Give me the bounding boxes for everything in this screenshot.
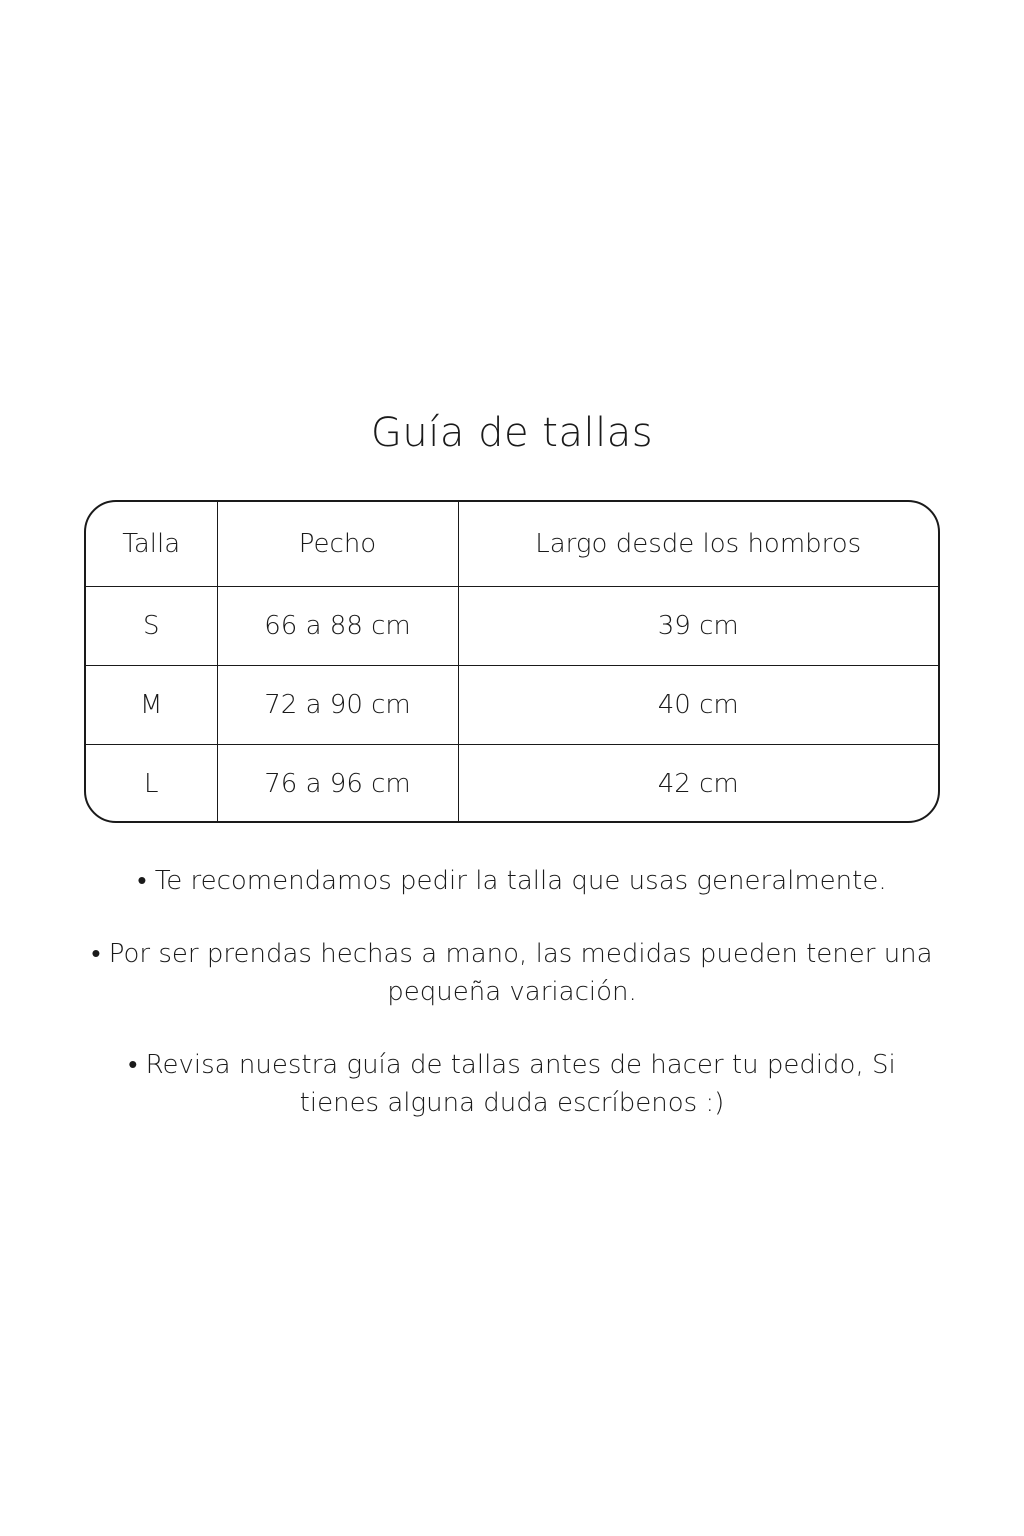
notes-section — [90, 862, 934, 1157]
page-title: Guía de tallas — [370, 410, 654, 456]
header-largo: Largo desde los hombros — [458, 502, 938, 586]
table-header-row — [86, 502, 938, 586]
size-cell: M — [86, 665, 217, 744]
table-row — [86, 744, 938, 823]
chest-cell: 72 a 90 cm — [217, 665, 458, 744]
header-talla: Talla — [86, 502, 217, 586]
note-recommendation: • Te recomendamos pedir la talla que usas generalmente. — [137, 866, 887, 896]
note-review-guide: • Revisa nuestra guía de tallas antes de hacer tu pedido, Si tienes alguna duda escríbenos :) — [128, 1050, 896, 1118]
note-handmade: • Por ser prendas hechas a mano, las medidas pueden tener una pequeña variación. — [91, 939, 933, 1007]
length-cell: 42 cm — [657, 768, 739, 799]
chest-cell: 76 a 96 cm — [217, 744, 458, 823]
table-row — [86, 665, 938, 744]
table-row — [86, 586, 938, 665]
size-table — [84, 500, 940, 823]
length-cell: 40 cm — [458, 665, 938, 744]
header-pecho: Pecho — [217, 502, 458, 586]
length-cell: 39 cm — [458, 586, 938, 665]
size-cell: S — [86, 586, 217, 665]
size-cell: L — [86, 744, 217, 823]
chest-cell: 66 a 88 cm — [217, 586, 458, 665]
